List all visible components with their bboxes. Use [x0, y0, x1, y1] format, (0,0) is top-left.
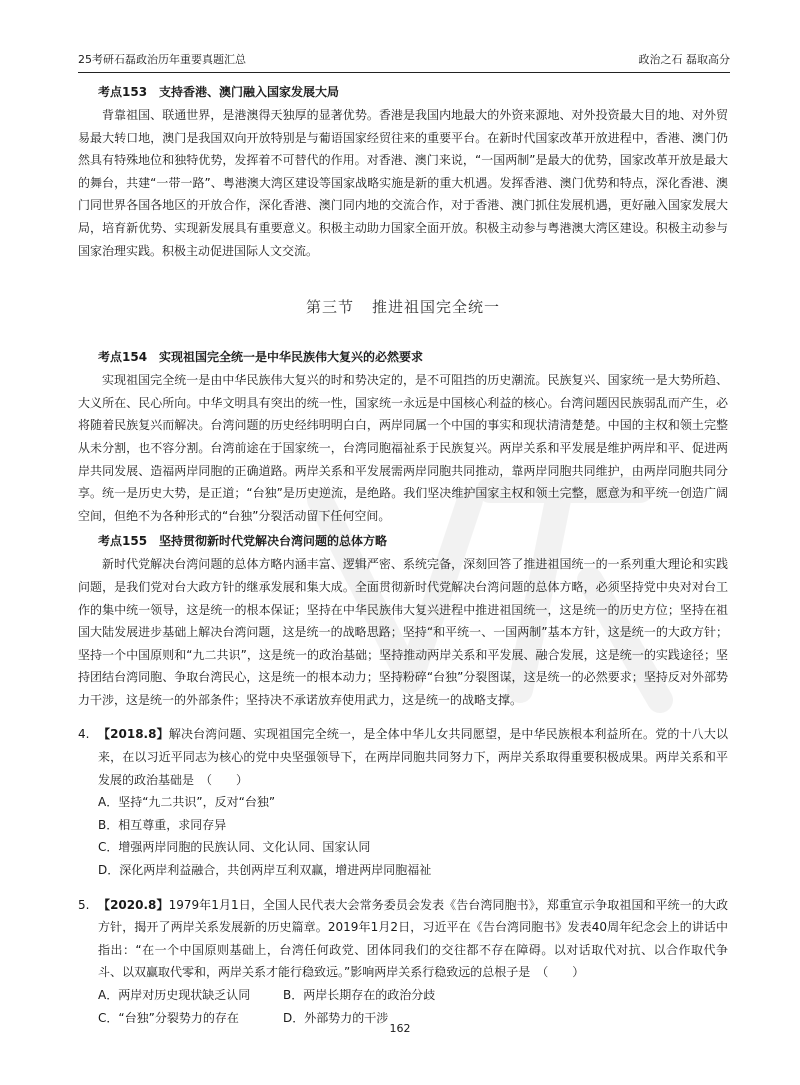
kd153-body: 背靠祖国、联通世界，是港澳得天独厚的显著优势。香港是我国内地最大的外资来源地、对外投资最大目的地、对外贸易最大转口地，澳门是我国双向开放特别是与葡语国家经贸往来的重要平台。在新时代国家改革开放进程中，香港、澳门仍然具有特殊地位和独特优势，发挥着不可替代的作用。对香港、澳门来说，“一国两制”是最大的优势，国家改革开放是最大的舞台，共建“一带一路”、粤港澳大湾区建设等国家战略实施是新的重大机遇。发挥香港、澳门优势和特点，深化香港、澳门同世界各国各地区的开放合作，深化香港、澳门同内地的交流合作，对于香港、澳门抓住发展机遇，更好融入国家发展大局，培育新优势、实现新发展具有重要意义。积极主动助力国家全面开放。积极主动参与粤港澳大湾区建设。积极主动参与国家治理实践。积极主动促进国际人文交流。 — [78, 108, 728, 258]
question-5-option-d[interactable]: D．外部势力的干涉 — [283, 1010, 389, 1025]
question-4-option-b[interactable]: B．相互尊重，求同存异 — [98, 817, 227, 832]
question-4-text: 解决台湾问题、实现祖国完全统一，是全体中华儿女共同愿望，是中华民族根本利益所在。党的十八大以来，在以习近平同志为核心的党中央坚强领导下，在两岸同胞共同努力下，两岸关系取得重要积极成果。两岸关系和平发展的政治基础是 （ ） — [98, 727, 728, 787]
question-5-text: 1979年1月1日，全国人民代表大会常务委员会发表《告台湾同胞书》，郑重宣示争取祖国和平统一的大政方针，揭开了两岸关系发展新的历史篇章。2019年1月2日，习近平在《告台湾同胞书》发表40周年纪念会上的讲话中指出：“在一个中国原则基础上，台湾任何政党、团体同我们的交往都不存在障碍。以对话取代对抗、以合作取代争斗、以双赢取代零和，两岸关系才能行稳致远。”影响两岸关系行稳致远的总根子是 （ ） — [98, 897, 729, 980]
question-5-tag: 【2020.8】 — [98, 897, 169, 912]
kd154-title: 考点154 实现祖国完全统一是中华民族伟大复兴的必然要求 — [98, 350, 424, 365]
question-4-option-c[interactable]: C．增强两岸同胞的民族认同、文化认同、国家认同 — [98, 840, 371, 855]
question-5-option-b[interactable]: B．两岸长期存在的政治分歧 — [283, 988, 436, 1002]
kd153-title: 考点153 支持香港、澳门融入国家发展大局 — [98, 85, 340, 99]
question-5 — [78, 894, 728, 1030]
kd155-title: 考点155 坚持贯彻新时代党解决台湾问题的总体方略 — [98, 534, 388, 549]
question-5-stem — [98, 894, 728, 984]
page-header — [78, 50, 730, 73]
header-doc-title: 25考研石磊政治历年重要真题汇总 — [78, 53, 246, 66]
question-4 — [78, 723, 728, 881]
kd154-body: 实现祖国完全统一是由中华民族伟大复兴的时和势决定的，是不可阻挡的历史潮流。民族复兴、国家统一是大势所趋、大义所在、民心所向。中华文明具有突出的统一性，国家统一永远是中国核心利益的核心。台湾问题因民族弱乱而产生，必将随着民族复兴而解决。台湾问题的历史经纬明明白白，两岸同属一个中国的事实和现状清清楚楚。中国的主权和领土完整从未分割，也不容分割。台湾前途在于国家统一，台湾同胞福祉系于民族复兴。两岸关系和平发展是维护两岸和平、促进两岸共同发展、造福两岸同胞的正确道路。两岸关系和平发展需两岸同胞共同推动，靠两岸同胞共同维护，由两岸同胞共同分享。统一是历史大势，是正道；“台独”是历史逆流，是绝路。我们坚决维护国家主权和领土完整，愿意为和平统一创造广阔空间，但绝不为各种形式的“台独”分裂活动留下任何空间。 — [78, 373, 728, 523]
question-4-number: 4. — [78, 727, 90, 742]
section-title: 推进祖国完全统一 — [372, 298, 501, 317]
question-5-option-a[interactable]: A．两岸对历史现状缺乏认同 — [98, 988, 251, 1002]
kd155-body: 新时代党解决台湾问题的总体方略内涵丰富、逻辑严密、系统完备，深刻回答了推进祖国统一的一系列重大理论和实践问题，是我们党对台大政方针的继承发展和集大成。全面贯彻新时代党解决台湾问题的总体方略，必须坚持党中央对对台工作的集中统一领导，这是统一的根本保证；坚持在中华民族伟大复兴进程中推进祖国统一，这是统一的历史方位；坚持在祖国大陆发展进步基础上解决台湾问题，这是统一的战略思路；坚持“和平统一、一国两制”基本方针，这是统一的大政方针；坚持一个中国原则和“九二共识”，这是统一的政治基础；坚持推动两岸关系和平发展、融合发展，这是统一的实践途径；坚持团结台湾同胞、争取台湾民心，这是统一的根本动力；坚持粉碎“台独”分裂图谋，这是统一的必然要求；坚持反对外部势力干涉，这是统一的外部条件；坚持决不承诺放弃使用武力，这是统一的战略支撑。 — [78, 557, 728, 707]
question-4-option-d[interactable]: D．深化两岸利益融合，共创两岸互利双赢，增进两岸同胞福祉 — [98, 863, 432, 878]
question-5-number: 5. — [78, 897, 90, 912]
question-4-tag: 【2018.8】 — [98, 727, 169, 742]
page-number: 162 — [389, 1022, 411, 1035]
section-heading — [78, 296, 728, 317]
question-5-option-c[interactable]: C．“台独”分裂势力的存在 — [98, 1010, 239, 1025]
question-5-options-row-1 — [98, 984, 728, 1007]
section-label: 第三节 — [305, 298, 354, 317]
header-slogan: 政治之石 磊取高分 — [638, 53, 730, 66]
question-4-stem — [98, 723, 728, 791]
question-4-option-a[interactable]: A．坚持“九二共识”，反对“台独” — [98, 795, 276, 810]
page-content — [78, 78, 728, 1029]
